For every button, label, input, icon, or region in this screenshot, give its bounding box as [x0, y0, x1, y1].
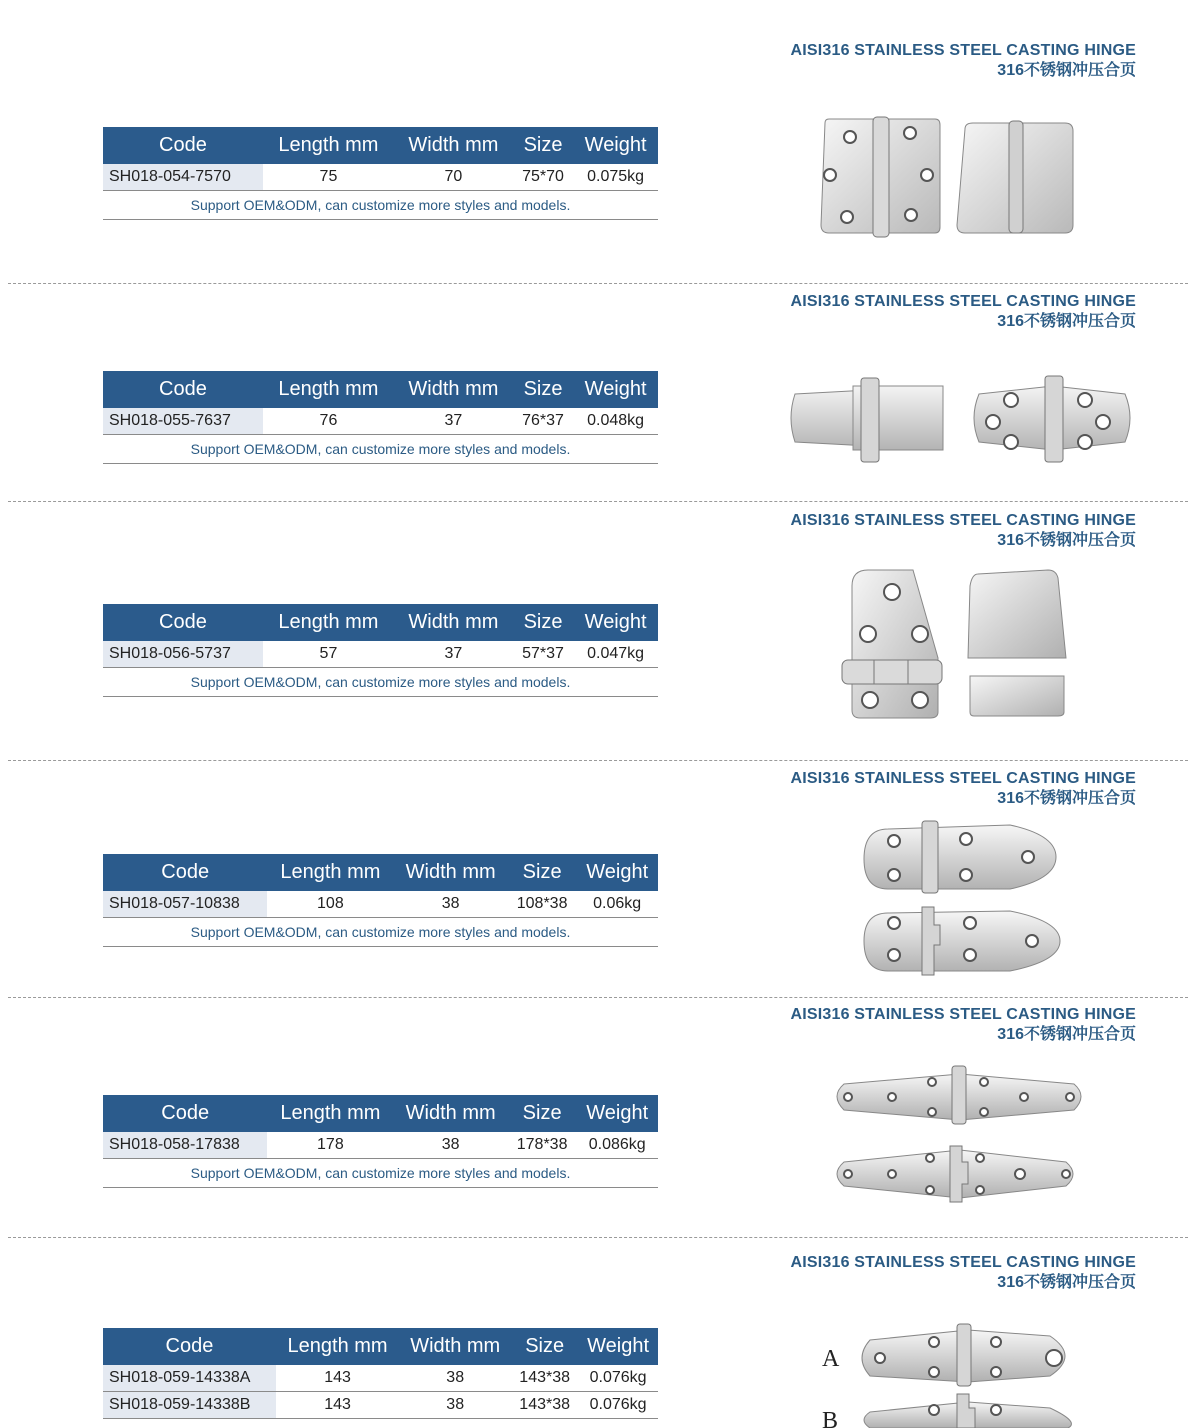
cell-code: SH018-059-14338B [103, 1392, 276, 1419]
table-row [103, 891, 658, 918]
header-width: Width mm [394, 371, 513, 408]
header-size: Size [511, 1328, 578, 1365]
header-length: Length mm [263, 604, 394, 641]
header-size: Size [513, 604, 573, 641]
table-row [103, 164, 658, 191]
table-row [103, 1132, 658, 1159]
rounded-strap-hinge-icon [860, 815, 1065, 980]
heading-en: AISI316 STAINLESS STEEL CASTING HINGE [790, 293, 1136, 310]
header-length: Length mm [263, 371, 394, 408]
header-weight: Weight [573, 604, 658, 641]
section-divider [8, 1237, 1188, 1238]
section-divider [8, 501, 1188, 502]
heading-cn: 316不锈钢冲压合页 [997, 1026, 1136, 1043]
cell-width: 38 [399, 1365, 511, 1392]
cell-size: 75*70 [513, 164, 573, 191]
image-label-b: B [822, 1408, 839, 1428]
header-length: Length mm [267, 854, 393, 891]
heading-cn: 316不锈钢冲压合页 [997, 1274, 1136, 1291]
spec-table [103, 1328, 658, 1419]
cell-length: 143 [276, 1365, 399, 1392]
cell-code: SH018-056-5737 [103, 641, 263, 668]
cell-code: SH018-059-14338A [103, 1365, 276, 1392]
long-strap-hinge-icon [830, 1062, 1090, 1207]
oem-note: Support OEM&ODM, can customize more styles and models. [103, 1159, 658, 1188]
cell-width: 38 [393, 891, 507, 918]
heading-cn: 316不锈钢冲压合页 [997, 62, 1136, 79]
spec-table [103, 127, 658, 220]
heading-en: AISI316 STAINLESS STEEL CASTING HINGE [790, 1254, 1136, 1271]
section-divider [8, 997, 1188, 998]
header-weight: Weight [578, 1328, 658, 1365]
cell-weight: 0.076kg [578, 1392, 658, 1419]
oem-note: Support OEM&ODM, can customize more styles and models. [103, 668, 658, 697]
cell-weight: 0.048kg [573, 408, 658, 435]
spec-table [103, 854, 658, 947]
heading-cn: 316不锈钢冲压合页 [997, 532, 1136, 549]
cell-length: 143 [276, 1392, 399, 1419]
header-code: Code [103, 127, 263, 164]
section-heading [790, 1253, 1136, 1293]
header-width: Width mm [393, 1095, 507, 1132]
cell-length: 178 [267, 1132, 393, 1159]
header-width: Width mm [393, 854, 507, 891]
section-heading [790, 769, 1136, 809]
cell-code: SH018-057-10838 [103, 891, 267, 918]
section-divider [8, 760, 1188, 761]
cell-weight: 0.047kg [573, 641, 658, 668]
cell-code: SH018-058-17838 [103, 1132, 267, 1159]
cell-code: SH018-055-7637 [103, 408, 263, 435]
header-weight: Weight [573, 127, 658, 164]
cell-length: 57 [263, 641, 394, 668]
table-row [103, 1392, 658, 1419]
image-label-a: A [822, 1346, 840, 1372]
spec-table [103, 1095, 658, 1188]
cell-size: 143*38 [511, 1392, 578, 1419]
header-length: Length mm [267, 1095, 393, 1132]
spec-table [103, 604, 658, 697]
header-code: Code [103, 1328, 276, 1365]
table-row [103, 641, 658, 668]
cell-width: 37 [394, 408, 513, 435]
cell-width: 38 [393, 1132, 507, 1159]
cell-weight: 0.075kg [573, 164, 658, 191]
cell-size: 57*37 [513, 641, 573, 668]
header-code: Code [103, 371, 263, 408]
square-hinge-icon [815, 115, 1080, 240]
cell-length: 76 [263, 408, 394, 435]
cell-width: 37 [394, 641, 513, 668]
header-length: Length mm [276, 1328, 399, 1365]
header-code: Code [103, 1095, 267, 1132]
table-row [103, 1365, 658, 1392]
header-code: Code [103, 854, 267, 891]
section-heading [790, 1005, 1136, 1045]
wide-hinge-icon [783, 372, 1138, 467]
section-heading [790, 511, 1136, 551]
heading-en: AISI316 STAINLESS STEEL CASTING HINGE [790, 512, 1136, 529]
heading-cn: 316不锈钢冲压合页 [997, 790, 1136, 807]
table-row [103, 408, 658, 435]
cell-weight: 0.076kg [578, 1365, 658, 1392]
cell-size: 76*37 [513, 408, 573, 435]
heading-en: AISI316 STAINLESS STEEL CASTING HINGE [790, 1006, 1136, 1023]
cell-length: 75 [263, 164, 394, 191]
section-heading [790, 292, 1136, 332]
cell-weight: 0.086kg [576, 1132, 658, 1159]
spec-table [103, 371, 658, 464]
cell-width: 70 [394, 164, 513, 191]
oem-note: Support OEM&ODM, can customize more styles and models. [103, 918, 658, 947]
heading-cn: 316不锈钢冲压合页 [997, 313, 1136, 330]
cell-weight: 0.06kg [576, 891, 658, 918]
header-size: Size [513, 371, 573, 408]
header-code: Code [103, 604, 263, 641]
header-width: Width mm [394, 127, 513, 164]
header-size: Size [513, 127, 573, 164]
header-width: Width mm [394, 604, 513, 641]
header-length: Length mm [263, 127, 394, 164]
cell-length: 108 [267, 891, 393, 918]
cell-size: 178*38 [508, 1132, 577, 1159]
cell-size: 108*38 [508, 891, 577, 918]
section-divider [8, 283, 1188, 284]
cell-width: 38 [399, 1392, 511, 1419]
header-weight: Weight [576, 854, 658, 891]
strap-hinge-ab-icon [818, 1318, 1083, 1428]
oem-note: Support OEM&ODM, can customize more styles and models. [103, 435, 658, 464]
header-width: Width mm [399, 1328, 511, 1365]
section-heading [790, 41, 1136, 81]
offset-hinge-icon [838, 566, 1073, 721]
header-weight: Weight [573, 371, 658, 408]
cell-size: 143*38 [511, 1365, 578, 1392]
heading-en: AISI316 STAINLESS STEEL CASTING HINGE [790, 42, 1136, 59]
header-size: Size [508, 1095, 577, 1132]
cell-code: SH018-054-7570 [103, 164, 263, 191]
header-size: Size [508, 854, 577, 891]
oem-note: Support OEM&ODM, can customize more styles and models. [103, 191, 658, 220]
header-weight: Weight [576, 1095, 658, 1132]
heading-en: AISI316 STAINLESS STEEL CASTING HINGE [790, 770, 1136, 787]
